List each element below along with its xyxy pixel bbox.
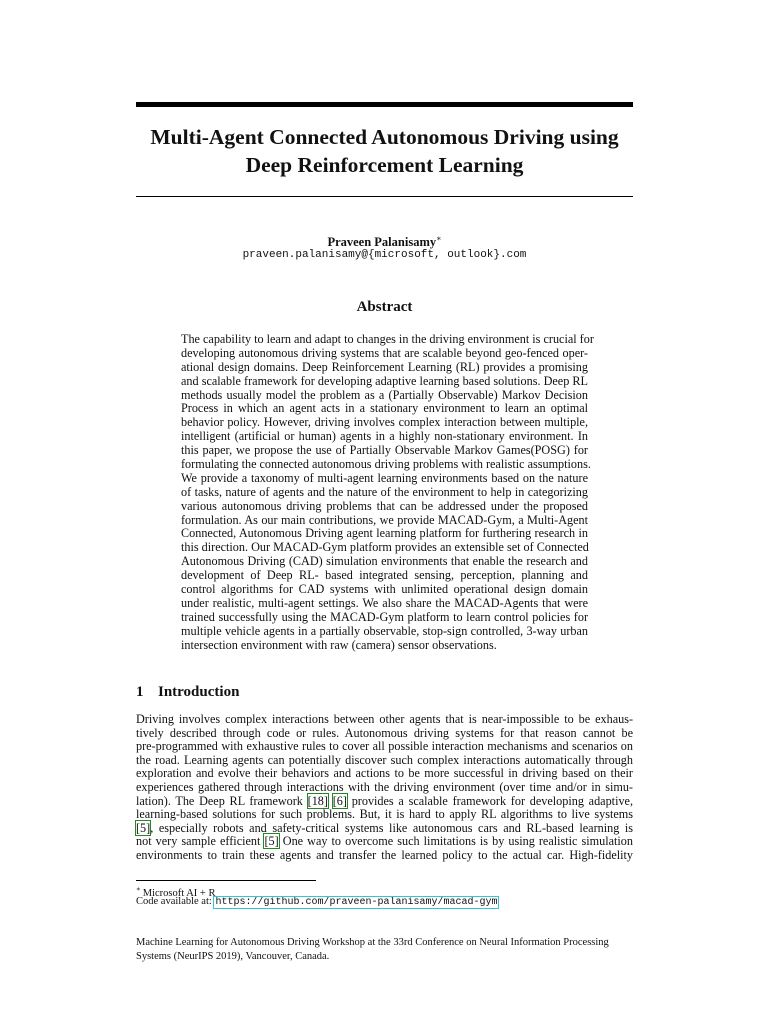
body-text: One way to overcome such limitations is by using realistic simulation	[278, 834, 633, 849]
code-url-link[interactable]: https://github.com/praveen-palanisamy/macad-gym	[215, 897, 498, 908]
abstract-line: formulating the connected autonomous driving problems with realistic assumptions.	[181, 457, 591, 472]
abstract-line: and scalable framework for developing adaptive learning based solutions. Deep RL	[181, 373, 588, 388]
abstract-line: developing autonomous driving systems that are scalable beyond geo-fenced oper-	[181, 345, 588, 360]
body-line	[136, 835, 633, 849]
footnote-code-label: Code available at:	[136, 896, 215, 907]
author-email: praveen.palanisamy@{microsoft, outlook}.com	[242, 249, 527, 261]
body-line: tively described through code or rules. Autonomous driving systems for that reason cannot be	[136, 725, 633, 740]
abstract-line: this direction. Our MACAD-Gym platform provides an extensible set of Connected	[181, 540, 589, 555]
footnote-code	[136, 895, 498, 910]
abstract-body	[181, 332, 594, 652]
author-footnote-mark: ∗	[436, 234, 442, 243]
abstract-line: ational design domains. Deep Reinforcement Learning (RL) provides a promising	[181, 359, 588, 374]
body-text: , especially robots and safety-critical systems like autonomous cars and RL-based learning is	[150, 820, 633, 835]
title-line: Multi-Agent Connected Autonomous Driving using	[150, 125, 619, 149]
body-line	[136, 795, 633, 809]
abstract-heading: Abstract	[356, 299, 413, 315]
body-line: experiences gathered through interactions with the driving environment (over time and/or in simu-	[136, 779, 633, 794]
venue-line: Systems (NeurIPS 2019), Vancouver, Canada.	[136, 951, 330, 962]
abstract-line: multiple vehicle agents in a partially observable, stop-sign controlled, 3-way urban	[181, 623, 588, 638]
title-top-rule	[136, 102, 633, 107]
abstract-line: of tasks, nature of agents and the nature of the environment to help in categorizing	[181, 484, 588, 499]
venue-line: Machine Learning for Autonomous Driving Workshop at the 33rd Conference on Neural Information Processing	[136, 937, 609, 948]
body-line: learning-based solutions for such problems. But, it is hard to apply RL algorithms to live systems	[136, 807, 633, 822]
footnote-text: Microsoft AI + R	[142, 887, 216, 899]
citation-link-18[interactable]: [18]	[307, 793, 328, 808]
venue-note	[136, 936, 633, 964]
abstract-line: control algorithms for CAD systems with unlimited operational design domain	[181, 582, 588, 597]
body-text: provides a scalable framework for developing adaptive,	[346, 793, 634, 808]
abstract-line: Process in which an agent acts in a stationary environment to learn an optimal	[181, 401, 588, 416]
title-bottom-rule	[136, 196, 633, 197]
citation-link-5[interactable]: [5]	[136, 820, 151, 835]
abstract-line: Connected, Autonomous Driving agent learning platform for furthering research in	[181, 526, 588, 541]
body-line: Driving involves complex interactions between other agents that is near-impossible to be exhaus-	[136, 712, 633, 726]
abstract-line: formulation. As our main contributions, we provide MACAD-Gym, a Multi-Agent	[181, 512, 588, 527]
citation-link-5[interactable]: [5]	[264, 834, 279, 849]
abstract-line: The capability to learn and adapt to changes in the driving environment is crucial for	[181, 332, 594, 346]
body-line: exploration and evolve their behaviors and actions to be more successful in driving based on their	[136, 766, 633, 781]
abstract-line: development of Deep RL- based integrated sensing, perception, planning and	[181, 568, 588, 583]
body-text: lation). The Deep RL framework	[136, 793, 308, 808]
abstract-line: various autonomous driving problems that can be addressed under the proposed	[181, 498, 588, 513]
body-line: the road. Learning agents can potentially discover such complex interactions automatically through	[136, 752, 633, 767]
body-line: environments to train these agents and transfer the learned policy to the actual car. High-fidelity	[136, 847, 633, 862]
abstract-line: We provide a taxonomy of multi-agent learning environments based on the nature	[181, 470, 588, 485]
section-number: 1	[136, 684, 144, 700]
title-line: Deep Reinforcement Learning	[245, 153, 524, 177]
abstract-line: Autonomous Driving (CAD) simulation environments that enable the research and	[181, 554, 588, 569]
citation-link-6[interactable]: [6]	[332, 793, 347, 808]
abstract-line: this paper, we propose the use of Partially Observable Markov Games(POSG) for	[181, 443, 588, 458]
section-heading-introduction	[136, 682, 239, 702]
paper-title	[136, 123, 633, 179]
author-text: Praveen Palanisamy	[327, 235, 437, 250]
footnote-rule	[136, 880, 316, 881]
footnote-mark: ∗	[136, 885, 141, 893]
introduction-body	[136, 713, 633, 863]
abstract-line: methods usually model the problem as a (Partially Observable) Markov Decision	[181, 387, 588, 402]
section-title: Introduction	[158, 684, 240, 700]
body-text: not very sample efficient	[136, 834, 265, 849]
abstract-line: under realistic, multi-agent settings. We also share the MACAD-Agents that were	[181, 595, 588, 610]
abstract-line: behavior policy. However, driving involves complex interaction between multiple,	[181, 415, 588, 430]
abstract-line: intersection environment with raw (camera) sensor observations.	[181, 637, 497, 652]
abstract-line: intelligent (artificial or human) agents in a highly non-stationary environment. In	[181, 429, 588, 444]
body-line: pre-programmed with exhaustive rules to cover all possible interaction mechanisms and scenarios on	[136, 739, 633, 754]
abstract-line: trained successfully using the MACAD-Gym platform to learn control policies for	[181, 609, 588, 624]
